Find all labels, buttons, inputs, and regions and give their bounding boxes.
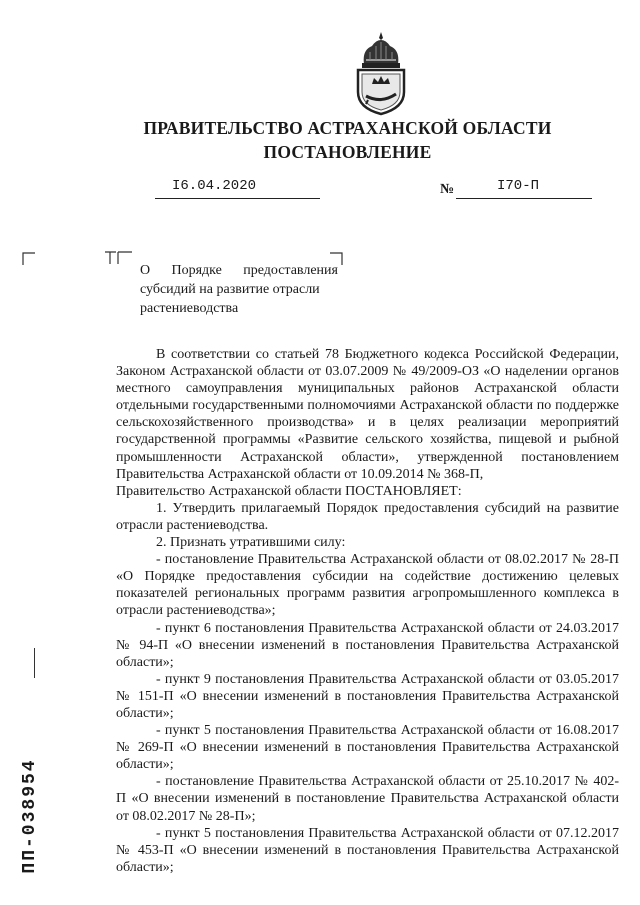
org-title: ПРАВИТЕЛЬСТВО АСТРАХАНСКОЙ ОБЛАСТИ xyxy=(143,118,552,138)
subject-line-3: растениеводства xyxy=(140,301,239,316)
side-serial-code xyxy=(20,736,40,896)
intro-paragraph: В соответствии со статьей 78 Бюджетного кодекса Российской Федерации, Законом Астраханской области от 03.07.2009 № 49/2009-ОЗ «О наделении органов местного самоуправления муниципальных районов Астраханской области отдельными государственными полномочиями Астраханской области по поддержке сельскохозяйственного производства» и в целях реализации мероприятий государственной программы «Развитие сельского хозяйства, пищевой и рыбной промышленности Астраханской области», утвержденной постановлением Правительства Астраханской области от 10.09.2014 № 368-П, xyxy=(116,347,619,482)
subject-word: Порядке xyxy=(171,263,222,278)
list-item: - постановление Правительства Астраханской области от 08.02.2017 № 28-П «О Порядке предоставления субсидии на содействие достижению целевых показателей региональных программ развития агропромышленного комплекса в отрасли растениеводства»; xyxy=(116,552,619,619)
resolves-line: Правительство Астраханской области ПОСТАНОВЛЯЕТ: xyxy=(116,483,462,499)
document-number: I70-П xyxy=(497,178,540,194)
coat-of-arms-icon xyxy=(350,30,412,116)
subject-line-2: субсидий на развитие отрасли xyxy=(140,282,320,297)
list-item: - пункт 5 постановления Правительства Астраханской области от 16.08.2017 № 269-П «О внесении изменений в постановления Правительства Астраханской области»; xyxy=(116,723,619,773)
date-underline xyxy=(155,198,320,199)
document-subject xyxy=(140,261,338,318)
item-1: 1. Утвердить прилагаемый Порядок предоставления субсидий на развитие отрасли растениеводства. xyxy=(116,500,619,533)
side-serial-text: ПП-038954 xyxy=(20,758,40,874)
document-body xyxy=(116,346,619,876)
list-item: - пункт 6 постановления Правительства Астраханской области от 24.03.2017 № 94-П «О внесении изменений в постановления Правительства Астраханской области»; xyxy=(116,620,619,670)
subject-line-1 xyxy=(140,261,338,280)
margin-mark xyxy=(34,648,35,678)
number-underline xyxy=(456,198,592,199)
subject-open-bracket xyxy=(104,250,134,266)
item-2: 2. Признать утратившими силу: xyxy=(156,535,346,551)
subject-word: предоставления xyxy=(243,263,338,278)
number-sign: № xyxy=(440,182,455,197)
document-date: I6.04.2020 xyxy=(172,178,257,194)
list-item: - пункт 5 постановления Правительства Астраханской области от 07.12.2017 № 453-П «О внесении изменений в постановления Правительства Астраханской области»; xyxy=(116,825,619,875)
list-item: - постановление Правительства Астраханской области от 25.10.2017 № 402-П «О внесении изменений в постановление Правительства Астраханской области от 08.02.2017 № 28-П»; xyxy=(116,774,619,824)
list-item: - пункт 9 постановления Правительства Астраханской области от 03.05.2017 № 151-П «О внесении изменений в постановления Правительства Астраханской области»; xyxy=(116,671,619,721)
document-type: ПОСТАНОВЛЕНИЕ xyxy=(263,142,432,162)
left-corner-mark xyxy=(22,252,36,266)
subject-word: О xyxy=(140,263,151,278)
